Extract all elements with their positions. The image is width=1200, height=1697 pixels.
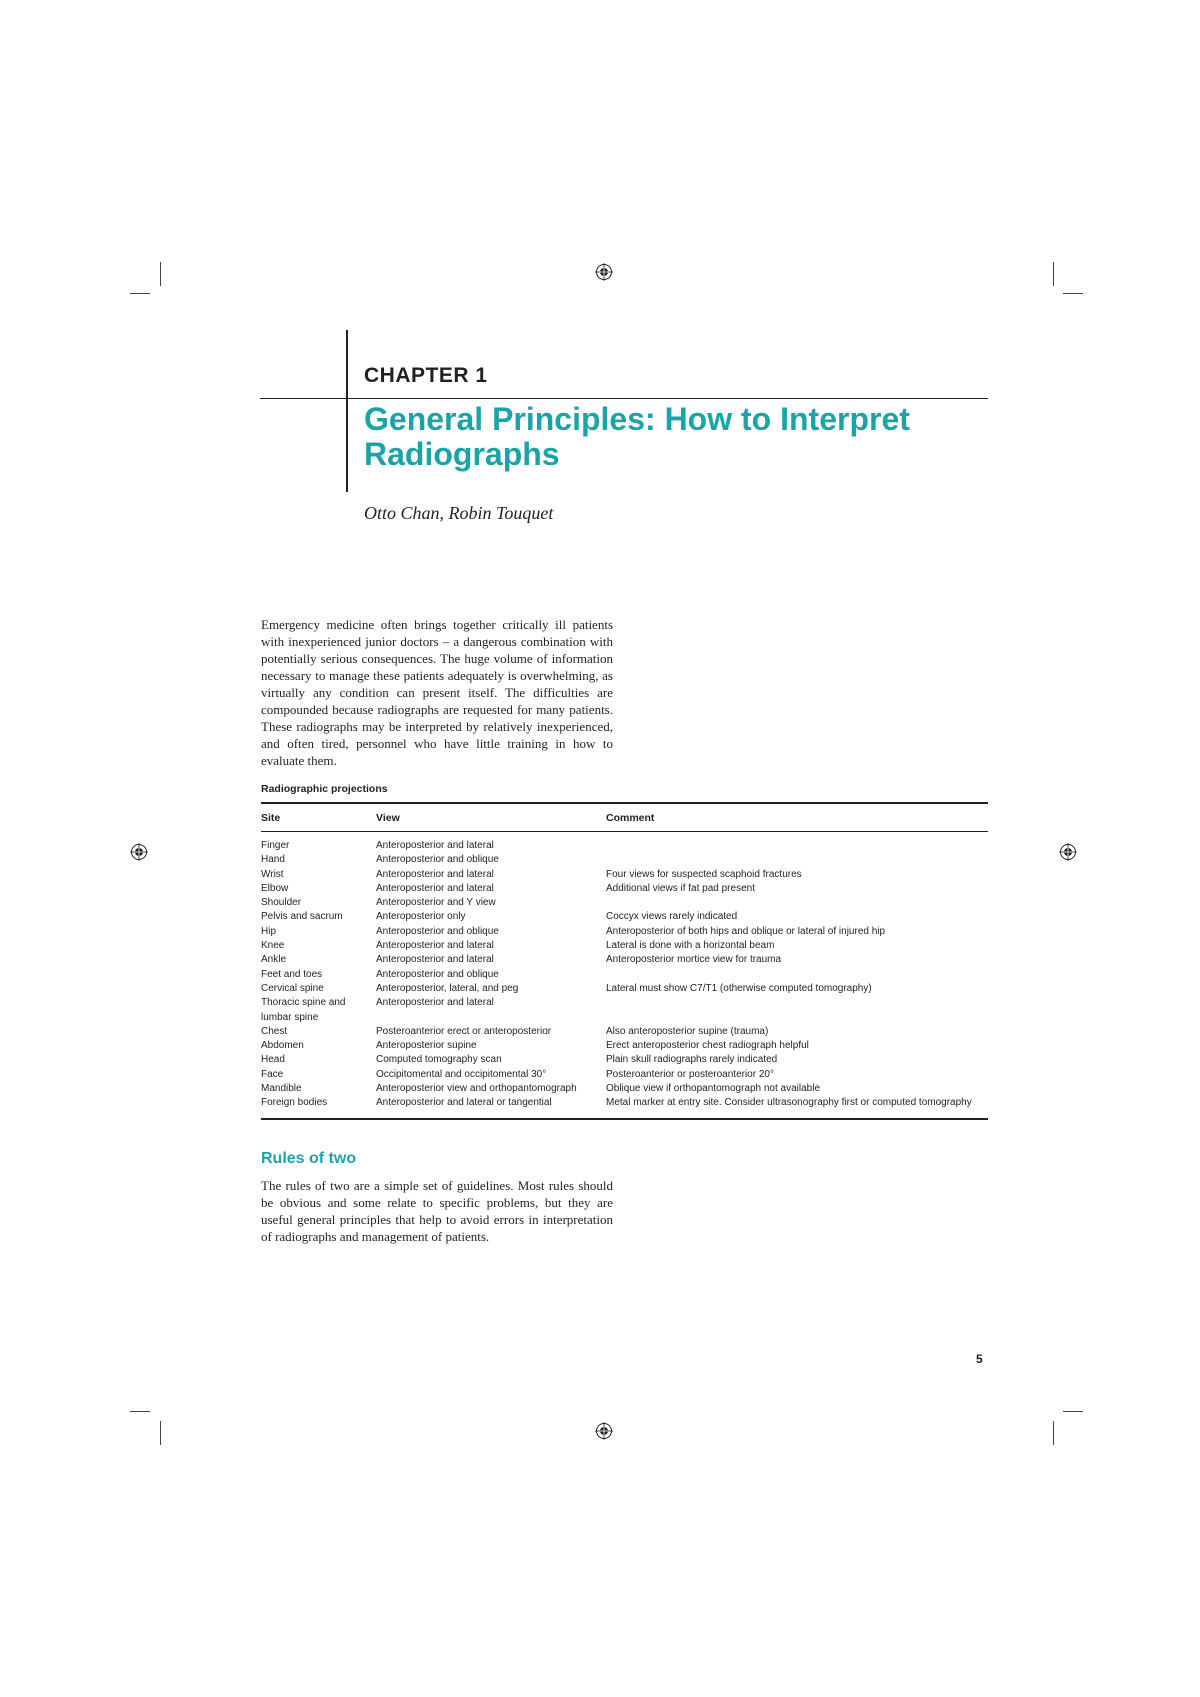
table-cell-comment: Anteroposterior of both hips and oblique or lateral of injured hip <box>606 925 886 937</box>
crop-mark-bottom-right-vertical <box>1053 1421 1054 1445</box>
table-cell-site: Wrist <box>261 868 284 880</box>
table-row <box>261 1039 988 1053</box>
table-row <box>261 939 988 953</box>
chapter-title-line-2: Radiographs <box>364 436 560 472</box>
chapter-title-line-1: General Principles: How to Interpret <box>364 401 910 437</box>
table-cell-view: Anteroposterior and Y view <box>376 897 496 909</box>
table-cell-comment: Metal marker at entry site. Consider ultrasonography first or computed tomography <box>606 1097 972 1109</box>
table-cell-site: Shoulder <box>261 897 302 909</box>
table-row <box>261 1068 988 1082</box>
table-row <box>261 1096 988 1110</box>
table-row <box>261 896 988 910</box>
table-row <box>261 968 988 982</box>
table-bottom-rule <box>261 1118 988 1120</box>
table-cell-comment: Additional views if fat pad present <box>606 882 755 894</box>
table-cell-site: Knee <box>261 940 285 952</box>
crop-mark-top-right-horizontal <box>1063 293 1083 294</box>
table-cell-comment <box>606 996 988 1010</box>
table-cell-view: Anteroposterior and oblique <box>376 854 499 866</box>
table-row <box>261 882 988 896</box>
table-caption: Radiographic projections <box>261 783 388 795</box>
table-cell-view: Occipitomental and occipitomental 30° <box>376 1068 547 1080</box>
table-cell-view: Anteroposterior and oblique <box>376 925 499 937</box>
page-number: 5 <box>976 1352 983 1366</box>
registration-target-icon <box>1059 843 1077 861</box>
table-cell-view: Anteroposterior and lateral <box>376 882 494 894</box>
table-row <box>261 1025 988 1039</box>
table-cell-comment <box>606 1011 988 1025</box>
table-body <box>261 839 988 1111</box>
crop-mark-bottom-right-horizontal <box>1063 1411 1083 1412</box>
crop-mark-top-left-vertical <box>160 262 161 286</box>
table-cell-comment <box>606 896 988 910</box>
table-cell-comment: Anteroposterior mortice view for trauma <box>606 954 782 966</box>
table-cell-site: Head <box>261 1054 285 1066</box>
crop-mark-top-right-vertical <box>1053 262 1054 286</box>
registration-target-icon <box>595 263 613 281</box>
table-cell-site: Hip <box>261 925 277 937</box>
table-cell-view: Anteroposterior and oblique <box>376 968 499 980</box>
table-cell-comment: Oblique view if orthopantomograph not available <box>606 1083 821 1095</box>
table-cell-site: Thoracic spine and <box>261 997 346 1009</box>
table-cell-site: Finger <box>261 840 290 851</box>
table-cell-view: Anteroposterior and lateral <box>376 997 494 1009</box>
table-cell-view: Posteroanterior erect or anteroposterior <box>376 1025 552 1037</box>
table-row <box>261 839 988 853</box>
table-row <box>261 1011 988 1025</box>
table-cell-site: Foreign bodies <box>261 1097 328 1109</box>
chapter-vertical-rule <box>346 330 348 492</box>
table-cell-comment: Lateral is done with a horizontal beam <box>606 940 775 952</box>
table-cell-comment: Four views for suspected scaphoid fractures <box>606 868 802 880</box>
table-row <box>261 1082 988 1096</box>
table-cell-comment: Also anteroposterior supine (trauma) <box>606 1025 769 1037</box>
table-cell-site: Cervical spine <box>261 982 324 994</box>
table-cell-site: Mandible <box>261 1083 302 1095</box>
table-cell-site: Ankle <box>261 954 287 966</box>
section-heading: Rules of two <box>261 1150 357 1167</box>
table-row <box>261 996 988 1010</box>
table-cell-view: Anteroposterior only <box>376 911 466 923</box>
table-cell-view: Anteroposterior, lateral, and peg <box>376 982 519 994</box>
table-cell-site: Face <box>261 1068 284 1080</box>
table-cell-site: Pelvis and sacrum <box>261 911 343 923</box>
table-row <box>261 982 988 996</box>
chapter-horizontal-rule <box>260 398 988 399</box>
table-cell-view: Anteroposterior and lateral <box>376 868 494 880</box>
table-cell-view: Computed tomography scan <box>376 1054 502 1066</box>
crop-mark-top-left-horizontal <box>130 293 150 294</box>
table-cell-site: lumbar spine <box>261 1011 319 1023</box>
section-paragraph: The rules of two are a simple set of guidelines. Most rules should be obvious and some relate to specific problems, but they are useful general principles that help to avoid errors in interpretation of radiographs and management of patients. <box>261 1178 613 1244</box>
table-cell-comment <box>606 968 988 982</box>
table-header-site: Site <box>261 812 281 824</box>
crop-mark-bottom-left-horizontal <box>130 1411 150 1412</box>
table-cell-view: Anteroposterior and lateral <box>376 954 494 966</box>
table-cell-site: Elbow <box>261 882 289 894</box>
crop-mark-bottom-left-vertical <box>160 1421 161 1445</box>
chapter-authors: Otto Chan, Robin Touquet <box>364 503 554 523</box>
intro-paragraph: Emergency medicine often brings together critically ill patients with inexperienced junior doctors – a dangerous combination with potentially serious consequences. The huge volume of information necessary to manage these patients adequately is overwhelming, as virtually any condition can present itself. The difficulties are compounded because radiographs are requested for many patients. These radiographs may be interpreted by relatively inexperienced, and often tired, personnel who have little training in how to evaluate them. <box>261 617 613 768</box>
table-cell-view: Anteroposterior and lateral <box>376 840 494 851</box>
registration-target-icon <box>595 1422 613 1440</box>
table-cell-view: Anteroposterior and lateral or tangential <box>376 1097 552 1109</box>
table-header-comment: Comment <box>606 812 655 824</box>
table-cell-site: Feet and toes <box>261 968 323 980</box>
table-row <box>261 868 988 882</box>
table-top-rule <box>261 802 988 804</box>
table-row <box>261 853 988 867</box>
table-cell-comment: Plain skull radiographs rarely indicated <box>606 1054 778 1066</box>
table-cell-site: Chest <box>261 1025 288 1037</box>
table-cell-comment: Posteroanterior or posteroanterior 20° <box>606 1068 774 1080</box>
chapter-title <box>364 402 984 472</box>
table-cell-comment: Lateral must show C7/T1 (otherwise computed tomography) <box>606 982 872 994</box>
table-row <box>261 925 988 939</box>
registration-target-icon <box>130 843 148 861</box>
table-cell-view: Anteroposterior view and orthopantomograph <box>376 1083 577 1095</box>
table-header-view: View <box>376 812 400 824</box>
table-row <box>261 1053 988 1067</box>
table-cell-comment: Coccyx views rarely indicated <box>606 911 738 923</box>
table-cell-comment: Erect anteroposterior chest radiograph helpful <box>606 1040 809 1052</box>
table-row <box>261 953 988 967</box>
chapter-label: CHAPTER 1 <box>364 364 488 387</box>
table-row <box>261 910 988 924</box>
table-cell-view: Anteroposterior and lateral <box>376 940 494 952</box>
table-header-rule <box>261 831 988 832</box>
table-cell-comment <box>606 853 988 867</box>
table-cell-site: Abdomen <box>261 1040 304 1052</box>
table-cell-view <box>376 1011 606 1025</box>
table-cell-comment <box>606 839 988 853</box>
table-cell-site: Hand <box>261 854 285 866</box>
table-cell-view: Anteroposterior supine <box>376 1040 477 1052</box>
